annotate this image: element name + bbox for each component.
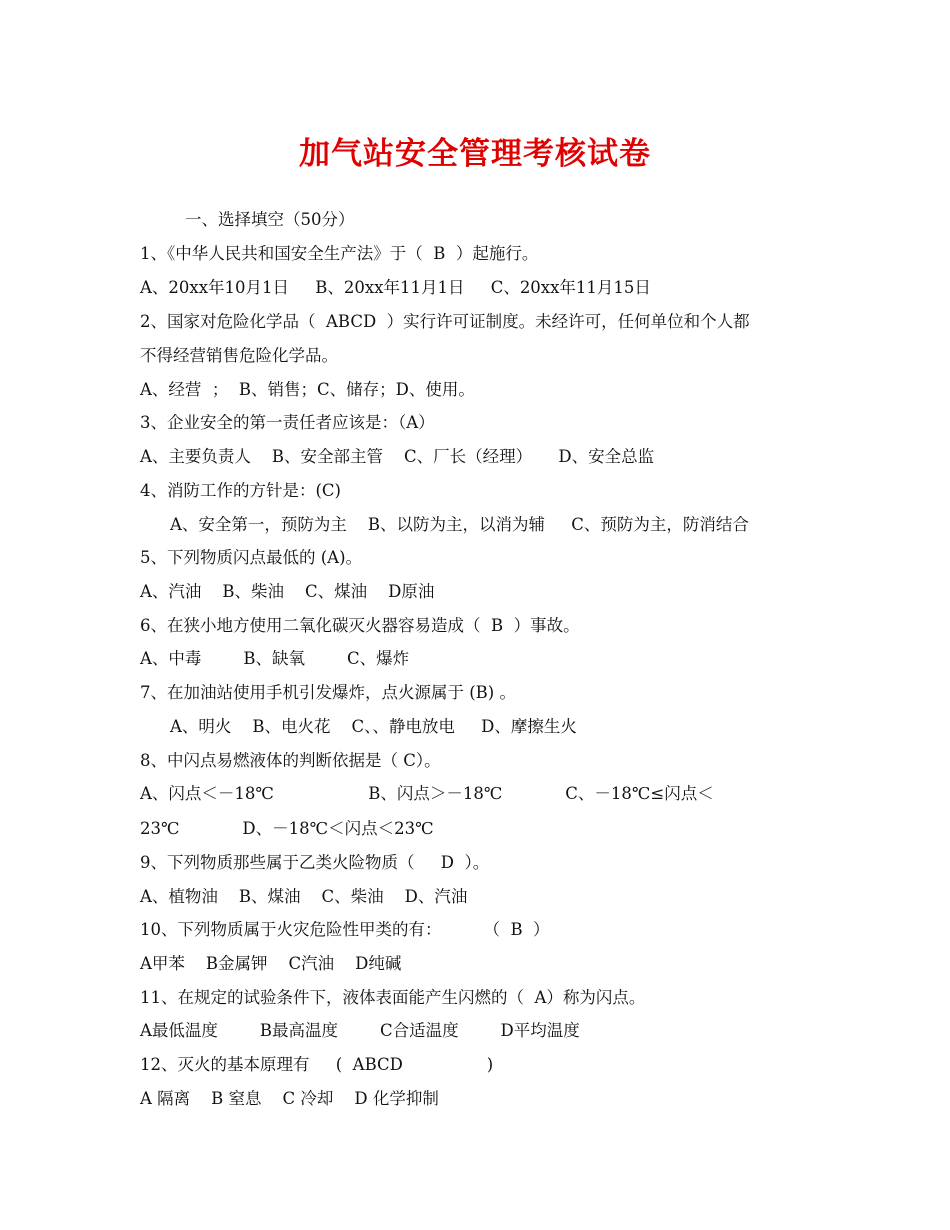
question-12: 12、灭火的基本原理有 ( ABCD ) [140,1055,494,1074]
question-11: 11、在规定的试验条件下，液体表面能产生闪燃的（ A）称为闪点。 [140,988,646,1007]
question-1: 1、《中华人民共和国安全生产法》于（ B ）起施行。 [140,244,539,263]
question-2-cont: 不得经营销售危险化学品。 [140,346,338,365]
question-3: 3、企业安全的第一责任者应该是：（A） [140,413,435,432]
options-1: A、20xx年10月1日 B、20xx年11月1日 C、20xx年11月15日 [140,278,651,297]
question-6: 6、在狭小地方使用二氧化碳灭火器容易造成（ B ）事故。 [140,616,580,635]
page-title: 加气站安全管理考核试卷 [299,136,651,172]
options-5: A、汽油 B、柴油 C、煤油 D原油 [140,582,435,601]
options-8: A、闪点＜－18℃ B、闪点＞－18℃ C、－18℃≤闪点＜ [140,784,714,803]
question-10: 10、下列物质属于火灾危险性甲类的有： （ B ） [140,920,550,939]
options-6: A、中毒 B、缺氧 C、爆炸 [140,649,410,668]
section-heading: 一、选择填空（50分） [185,210,355,229]
options-10: A甲苯 B金属钾 C汽油 D纯碱 [140,954,402,973]
question-9: 9、下列物质那些属于乙类火险物质（ D ）。 [140,853,490,872]
question-2: 2、国家对危险化学品（ ABCD ）实行许可证制度。未经许可，任何单位和个人都 [140,312,750,331]
options-11: A最低温度 B最高温度 C合适温度 D平均温度 [140,1021,580,1040]
question-4: 4、消防工作的方针是：(C) [140,481,341,500]
options-3: A、主要负责人 B、安全部主管 C、厂长（经理） D、安全总监 [140,447,655,466]
question-7: 7、在加油站使用手机引发爆炸，点火源属于 (B) 。 [140,683,516,702]
options-7: A、明火 B、电火花 C、、静电放电 D、摩擦生火 [170,717,577,736]
options-4: A、安全第一，预防为主 B、以防为主，以消为辅 C、预防为主，防消结合 [170,515,749,534]
question-5: 5、下列物质闪点最低的 (A)。 [140,548,363,567]
options-12: A 隔离 B 窒息 C 冷却 D 化学抑制 [140,1089,439,1108]
options-9: A、植物油 B、煤油 C、柴油 D、汽油 [140,887,468,906]
question-8: 8、中闪点易燃液体的判断依据是（ C）。 [140,751,441,770]
options-8-cont: 23℃ D、－18℃＜闪点＜23℃ [140,819,434,838]
options-2: A、经营 ； B、销售；C、储存；D、使用。 [140,380,475,399]
